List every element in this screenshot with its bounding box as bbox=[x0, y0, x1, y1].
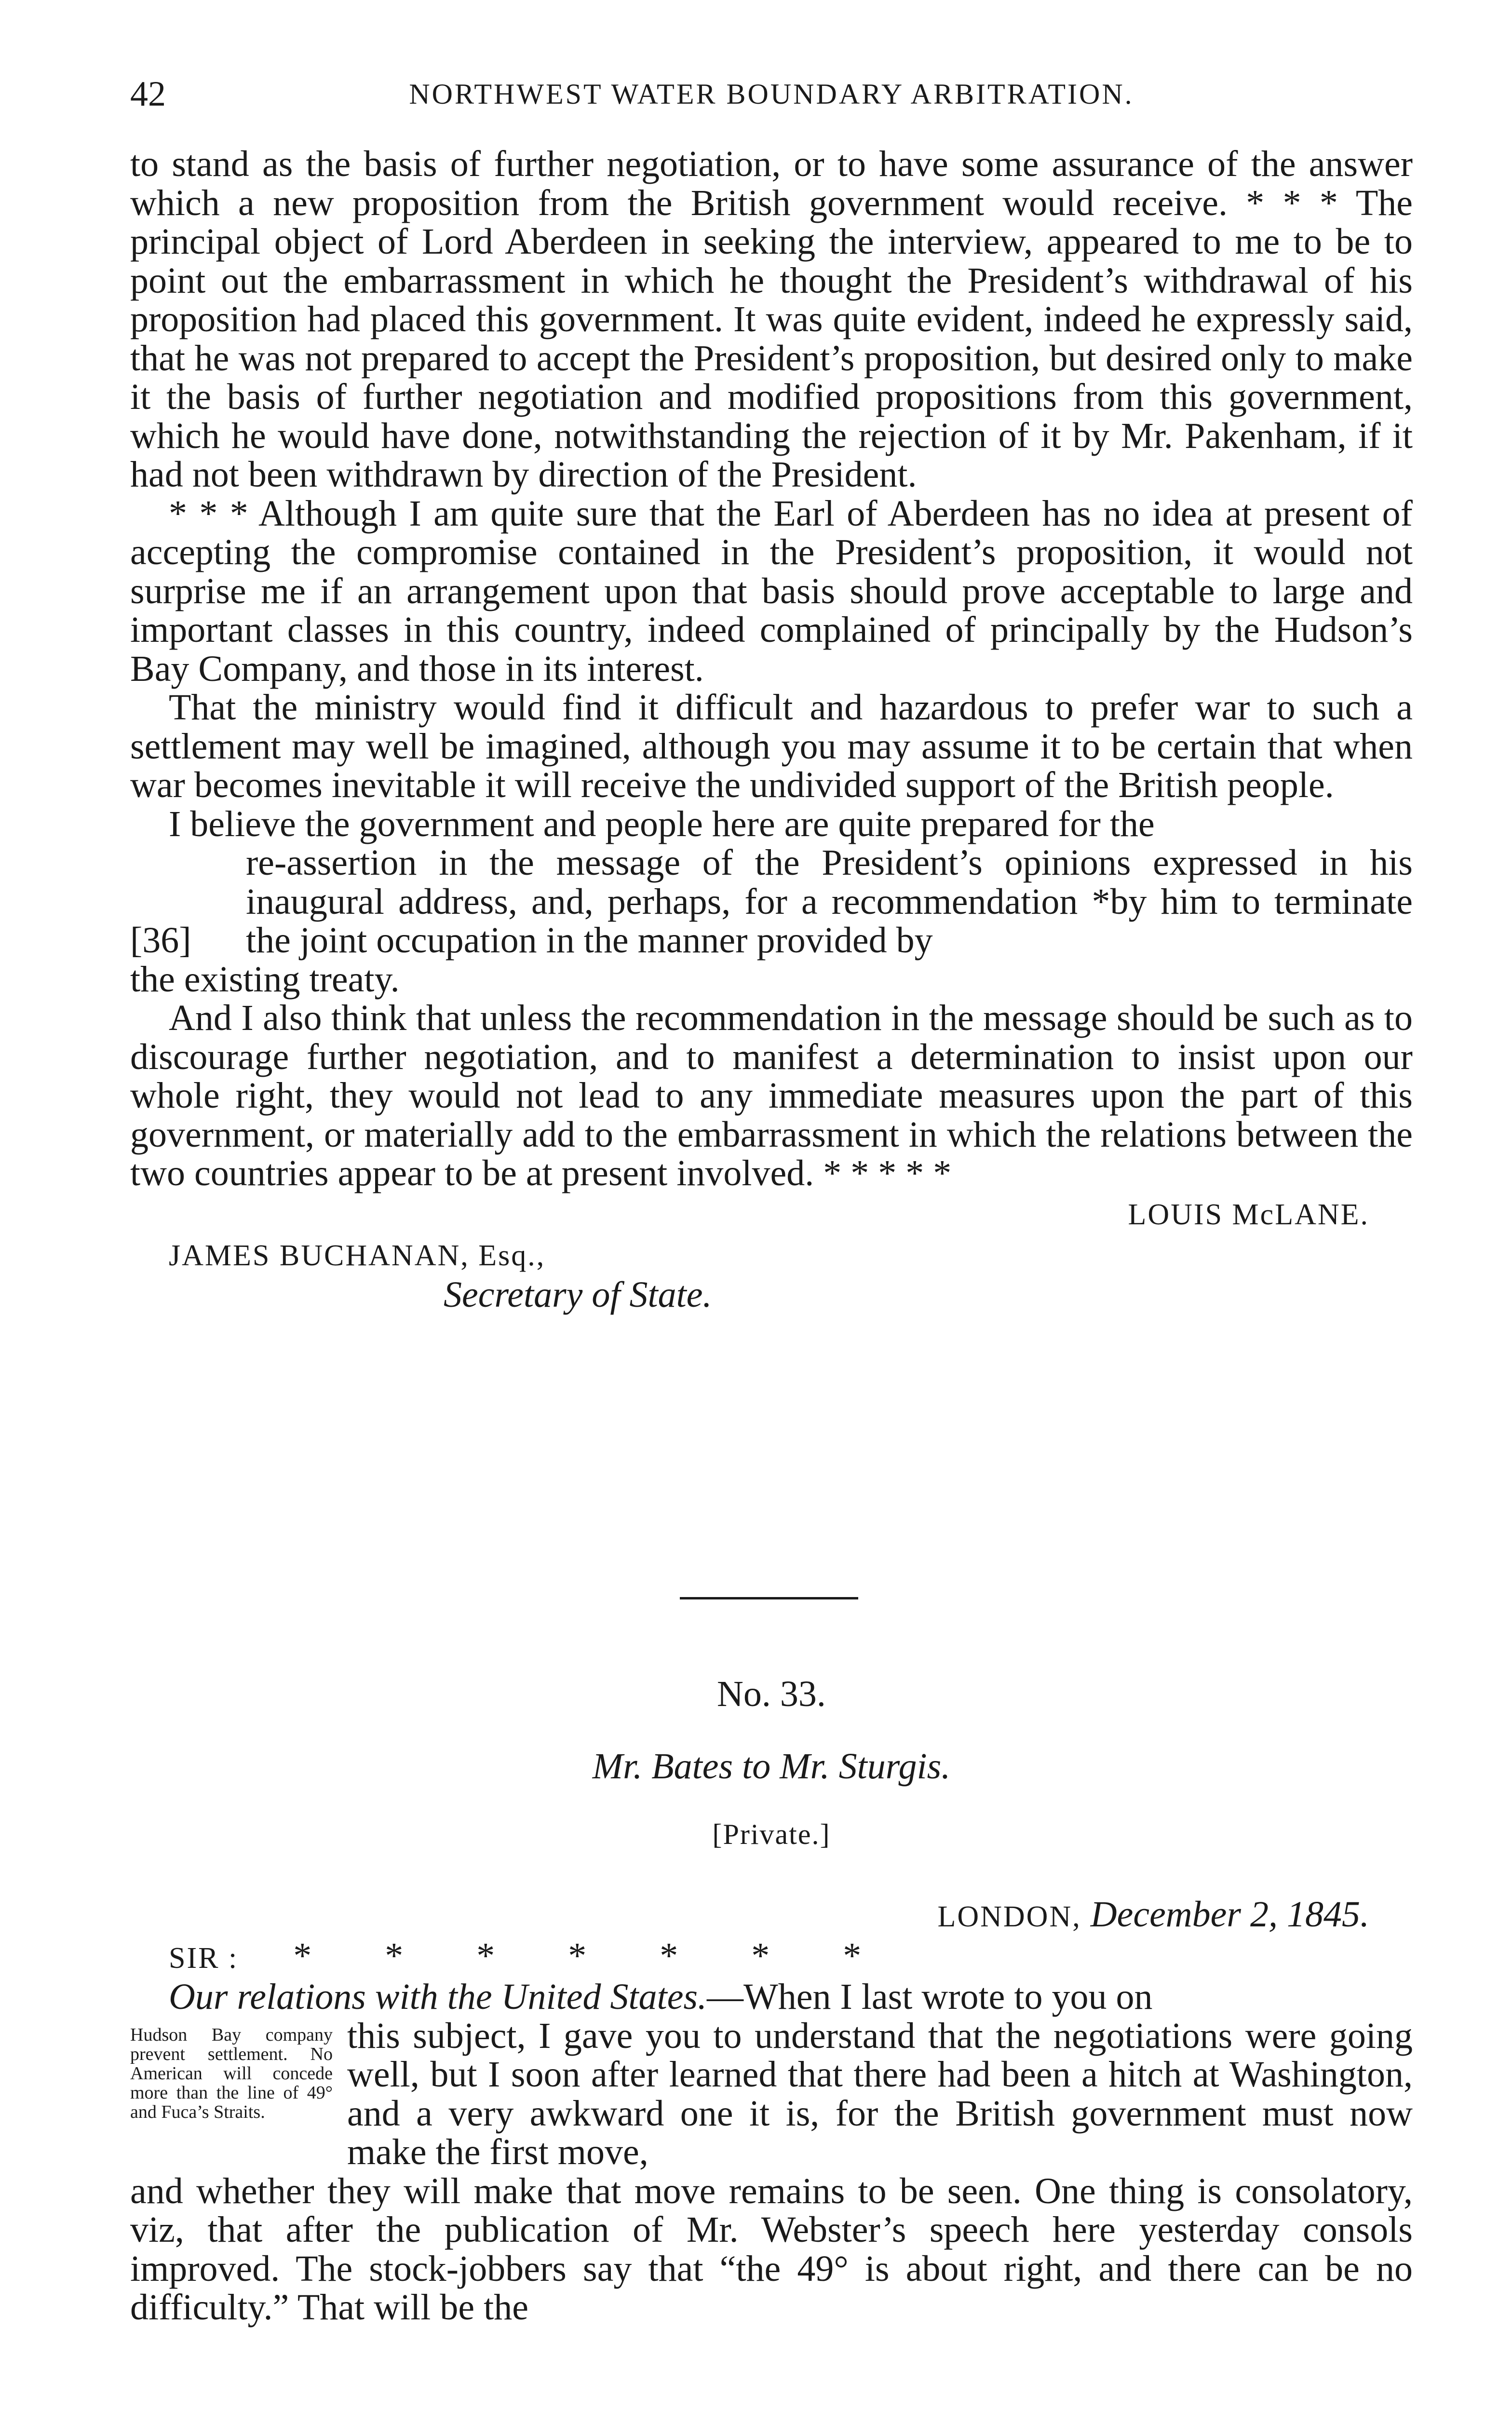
paragraph: I believe the government and people here are quite prepared for the bbox=[169, 803, 1155, 844]
paragraph: the existing treaty. bbox=[130, 959, 400, 1000]
page-number: 42 bbox=[130, 74, 166, 114]
paragraph: And I also think that unless the recommendation in the message should be such as to discourage further negotiation, and to manifest a determination to insist upon our whole right, they would not lead to any immediate measures upon the part of this government, or materially add to the embarrassment in which the relations between the two countries appear to be at present involved. * * * * * bbox=[130, 998, 1413, 1193]
letter-33 bbox=[130, 1895, 1413, 2327]
paragraph: That the ministry would find it difficult and hazardous to prefer war to such a settlement may well be imagined, although you may assume it to be certain that when war becomes inevitable it will receive the undivided support of the British people. bbox=[130, 687, 1413, 805]
paragraph: * * * Although I am quite sure that the Earl of Aberdeen has no idea at present of accepting the compromise contained in the President’s proposition, it would not surprise me if an arrangement upon that basis should prove acceptable to large and important classes in this country, indeed complained of principally by the Hudson’s Bay Company, and those in its interest. bbox=[130, 493, 1413, 689]
indented-block bbox=[130, 843, 1413, 960]
page-reference: [36] bbox=[130, 920, 191, 961]
signature: LOUIS McLANE. bbox=[1128, 1198, 1369, 1231]
paragraph: re-assertion in the message of the President’s opinions expressed in his inaugural address, and, perhaps, for a recommendation *by him to terminate the joint occupation in the manner provided by bbox=[246, 842, 1413, 961]
salutation: SIR : * * * * * * * bbox=[169, 1935, 862, 1976]
paragraph: this subject, I gave you to understand that the negotiations were going well, but I soon after learned that there had been a hitch at Washington, and a very awkward one it is, for the British government must now make the first move, bbox=[347, 2015, 1413, 2172]
paragraph: to stand as the basis of further negotiation, or to have some assurance of the answer which a new proposition from the British government would receive. * * * The principal object of Lord Aberdeen in seeking the interview, appeared to me to be to point out the embarrassment in which he thought the President’s withdrawal of his proposition had placed this government. It was quite evident, indeed he expressly said, that he was not prepared to accept the President’s proposition, but desired only to make it the basis of further negotiation and modified propositions from this government, which he would have done, notwithstanding the rejection of it by Mr. Pakenham, if it had not been withdrawn by direction of the President. bbox=[130, 144, 1413, 495]
margin-note-block bbox=[130, 2017, 1413, 2172]
page-header bbox=[130, 72, 1413, 116]
addressee-name: JAMES BUCHANAN, Esq., bbox=[169, 1239, 546, 1272]
ellipsis-stars: * * * * * * * bbox=[293, 1935, 862, 1976]
dateline-date: December 2, 1845. bbox=[1090, 1894, 1369, 1935]
paragraph: Our relations with the United States.—When I last wrote to you on bbox=[169, 1977, 1153, 2017]
section-divider bbox=[680, 1597, 858, 1599]
letter-body bbox=[130, 145, 1413, 1314]
dateline bbox=[130, 1895, 1413, 1937]
addressee-title: Secretary of State. bbox=[444, 1274, 712, 1315]
paragraph: and whether they will make that move remains to be seen. One thing is consolatory, viz, that after the publication of Mr. Webster’s speech here yesterday consols improved. The stock-jobbers say that “the 49° is about right, and there can be no difficulty.” That will be the bbox=[130, 2170, 1413, 2328]
running-title: NORTHWEST WATER BOUNDARY ARBITRATION. bbox=[409, 78, 1134, 110]
margin-note: Hudson Bay company prevent settlement. No American will concede more than the line of 49° and Fuca’s Straits. bbox=[130, 2024, 333, 2122]
document-title: Mr. Bates to Mr. Sturgis. bbox=[592, 1746, 951, 1787]
topic-heading: Our relations with the United States. bbox=[169, 1977, 707, 2017]
dateline-place: LONDON, bbox=[937, 1900, 1081, 1933]
document-number: No. 33. bbox=[717, 1674, 826, 1714]
document-note: [Private.] bbox=[712, 1818, 831, 1850]
